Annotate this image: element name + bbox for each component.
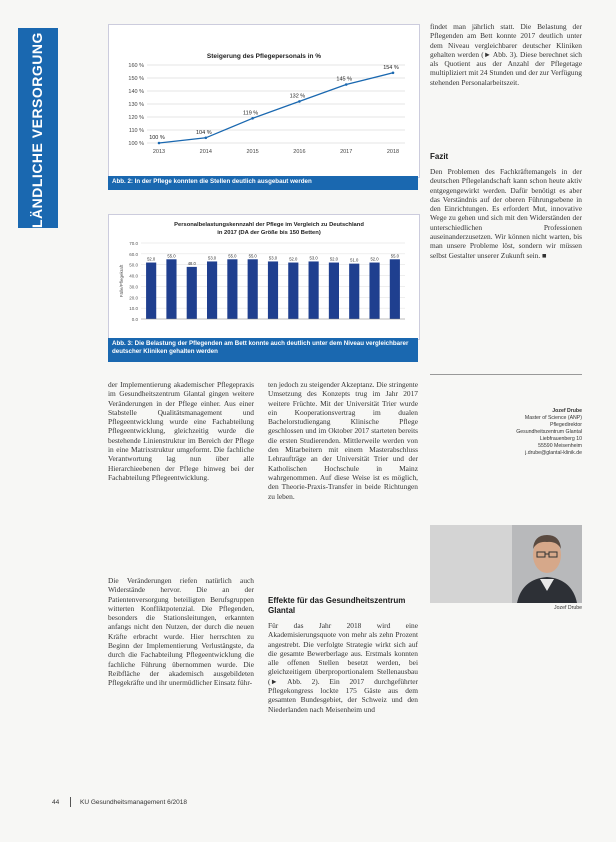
data-label: 100 % [149, 135, 165, 141]
bar [329, 263, 339, 319]
x-tick-label: 2014 [199, 149, 212, 155]
author-name: Jozef Drube [552, 408, 582, 414]
data-label: 145 % [336, 76, 353, 83]
fazit-text: Den Problemen des Fachkräftemangels in der deutschen Pflegelandschaft kann schon heute aktiv entgegengewirkt werden. Dafür benötigt es aber das Verständnis auf der oberen Führungsebene in den Einrichtungen. Es erfordert Mut, innovative Wege zu gehen und sich mit den Widerständen der unterschiedlichen Professionen auseinanderzusetzen. Wir können nicht warten, bis man unsere Probleme löst, sondern wir müssen selbst Gestalter unserer Zukunft sein. ■ [430, 167, 582, 260]
author-email: j.drube@glantal-klinik.de [525, 450, 582, 456]
data-label: 51.0 [350, 257, 359, 263]
author-divider [430, 374, 582, 375]
y-tick-label: 10.0 [129, 306, 138, 312]
y-tick-label: 100 % [128, 141, 144, 147]
figure-3-caption: Abb. 3: Die Belastung der Pflegenden am Bett konnte auch deutlich unter dem Niveau vergleichbarer deutscher Kliniken gehalten werden [108, 338, 418, 362]
y-axis-label: Fälle/Pflegekraft [119, 264, 124, 298]
data-label: 53.0 [309, 255, 318, 261]
author-line: Gesundheitszentrum Glantal [516, 429, 582, 435]
data-label: 52.0 [370, 256, 379, 262]
effekte-heading: Effekte für das Gesundheitszentrum Glantal [268, 596, 406, 615]
data-label: 55.0 [228, 253, 237, 259]
bar [248, 259, 258, 319]
data-label: 52.0 [147, 256, 156, 262]
right-column-intro: findet man jährlich statt. Die Belastung der Pflegenden am Bett konnte 2017 deutlich unter dem Niveau vergleichbarer deutscher Kliniken gehalten werden (► Abb. 3). Diese berechnet sich als Quotient aus der Anzahl der Pflegetage multipliziert mit 24 Stunden und der zur Verfügung stehenden Personalarbeitszeit. [430, 22, 582, 87]
author-photo [512, 525, 582, 603]
y-tick-label: 30.0 [129, 284, 138, 290]
section-tab-label: LÄNDLICHE VERSORGUNG [29, 32, 45, 228]
y-tick-label: 140 % [128, 89, 144, 95]
author-line: 55590 Meisenheim [538, 443, 582, 449]
chart-title: Steigerung des Pflegepersonals in % [206, 53, 322, 60]
author-line: Liebfrauenberg 10 [539, 436, 582, 442]
line-chart-box [108, 24, 420, 178]
data-point [251, 117, 254, 120]
bar [146, 263, 156, 319]
middle-column-paragraph-2: Für das Jahr 2018 wird eine Akademisierungsquote von mehr als zehn Prozent angestrebt. Die verfolgte Strategie wirkt sich auf die gesamte Bewerberlage aus. Erstmals konnten alle offenen Stellen besetzt werden, bei gleichzeitigem überproportionalem Stellenausbau (► Abb. 2). Ein 2017 durchgeführter Pflegekongress lockte 175 Gäste aus dem gesamten Bundesgebiet, der Schweiz und den Niederlanden nach Meisenheim und [268, 621, 418, 714]
data-label: 52.0 [329, 256, 339, 262]
footer-separator [70, 797, 71, 807]
bar [390, 259, 400, 319]
bar [166, 259, 176, 319]
page-number: 44 [52, 799, 60, 806]
journal-name: KU Gesundheitsmanagement 6/2018 [80, 799, 187, 806]
y-tick-label: 60.0 [129, 251, 138, 257]
data-point [345, 83, 348, 86]
y-tick-label: 150 % [128, 76, 144, 82]
x-tick-label: 2015 [246, 149, 259, 155]
left-column-paragraph-1: der Implementierung akademischer Pflegepraxis im Gesundheitszentrum Glantal gingen weitere Veränderungen in der Pflege einher. Aus einer Stabstelle Qualitätsmanagement und Pflegeentwicklung wurde eine Fachabteilung Pflegeentwicklung, gleichzeitig wurde die bestehende Linienstruktur im Bereich der Pflege in eine Matrixstruktur umgeformt. Die fachliche Verantwortung lag nun über alle Hierarchieebenen der Pflege hinweg bei der Fachabteilung Pflegeentwicklung. [108, 380, 254, 482]
data-point [158, 142, 161, 145]
figure-2-caption: Abb. 2: In der Pflege konnten die Stellen deutlich ausgebaut werden [108, 176, 418, 190]
author-line: Pflegedirektor [549, 422, 582, 428]
left-column-paragraph-2: Die Veränderungen riefen natürlich auch Widerstände hervor. Die an der Patientenversorgung beteiligten Berufsgruppen witterten Konfliktpotenzial. Die Pflegenden, besonders die Stationsleitungen, erkannten anfangs nicht den Nutzen, der durch die neuen Kräfte erbracht wurde. Hier herrschten zu Beginn der Implementierung Verlustängste, da durch die Fachabteilung Pflegeentwicklung die fachliche Führung übernommen wurde. Die Reibfläche der akademisch ausgebildeten Pflegekräfte und ihr unermüdlicher Einsatz führ- [108, 576, 254, 688]
x-tick-label: 2016 [293, 149, 306, 155]
author-photo-caption: Jozef Drube [554, 605, 582, 611]
y-tick-label: 50.0 [129, 262, 138, 268]
middle-column-paragraph-1: ten jedoch zu steigender Akzeptanz. Die stringente Umsetzung des Konzepts trug im Jahr 2017 weitere Früchte. Mit der Universität Trier wurde ein Kooperationsvertrag im dualen Bachelorstudiengang Klinische Pflege geschlossen und im Oktober 2017 starteten bereits die ersten Studierenden. Mittlerweile werden von den Mitarbeitern mit einem Masterabschluss Lehraufträge an der Universität Trier und der Katholischen Hochschule in Mainz wahrgenommen. Auf diese Weise ist es möglich, den Theorie-Praxis-Transfer in beide Richtungen zu leben. [268, 380, 419, 501]
y-tick-label: 20.0 [129, 295, 138, 301]
data-label: 55.0 [248, 253, 257, 259]
data-label: 154 % [383, 64, 399, 71]
data-point [392, 72, 395, 75]
bar [309, 261, 319, 319]
bar [227, 259, 237, 319]
chart-title: Personalbelastungskennzahl der Pflege im Vergleich zu Deutschland [174, 222, 364, 228]
data-label: 53.0 [268, 255, 278, 261]
x-tick-label: 2018 [386, 149, 400, 155]
x-tick-label: 2013 [152, 149, 166, 155]
x-tick-label: 2017 [340, 149, 353, 155]
bar [288, 263, 298, 319]
y-tick-label: 40.0 [129, 273, 138, 279]
data-point [205, 137, 208, 140]
y-tick-label: 70.0 [129, 241, 138, 246]
author-line: Master of Science (ANP) [524, 415, 582, 421]
data-label: 53.0 [207, 255, 217, 261]
author-info [430, 408, 582, 457]
data-label: 55.0 [390, 253, 399, 259]
y-tick-label: 110 % [128, 128, 144, 134]
bar [268, 261, 278, 319]
y-tick-label: 130 % [128, 102, 144, 108]
y-tick-label: 120 % [128, 115, 144, 121]
data-point [298, 100, 301, 103]
chart-title: in 2017 (DA der Größe bis 150 Betten) [217, 230, 321, 236]
y-tick-label: 160 % [128, 63, 144, 69]
fazit-heading: Fazit [430, 152, 449, 161]
data-label: 52.0 [289, 256, 298, 262]
series-line [159, 73, 393, 143]
data-label: 48.0 [187, 260, 196, 266]
bar [369, 263, 379, 319]
data-label: 132 % [289, 93, 306, 100]
line-chart [109, 25, 419, 177]
y-tick-label: 0.0 [131, 317, 138, 322]
bar [207, 261, 217, 319]
data-label: 55.0 [167, 253, 176, 259]
bar-chart-box [108, 214, 420, 340]
bar [187, 267, 197, 319]
bar [349, 264, 359, 319]
data-label: 119 % [243, 110, 259, 117]
bar-chart [109, 215, 419, 339]
data-label: 104 % [195, 129, 212, 136]
